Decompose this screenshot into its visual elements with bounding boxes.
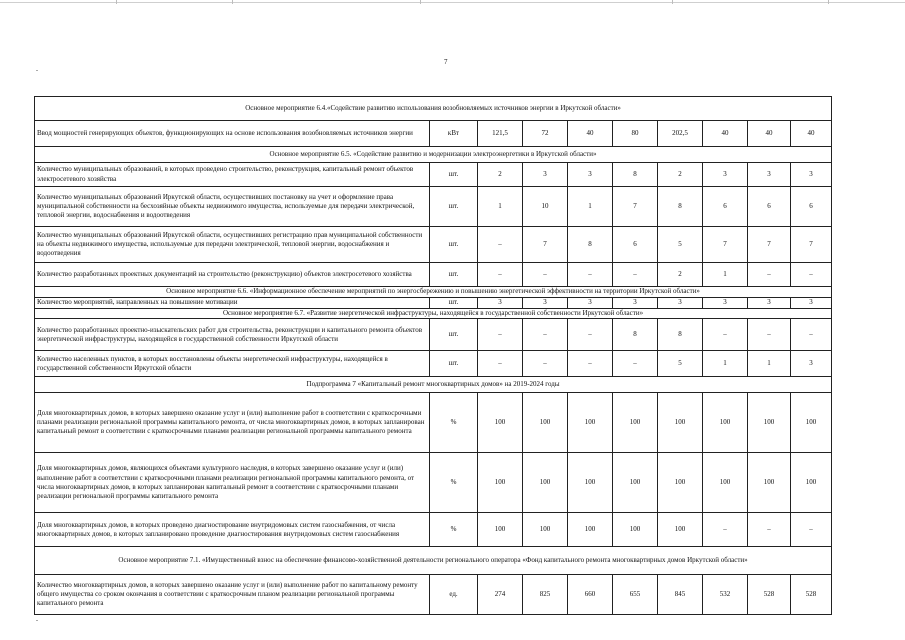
value-cell: 100 — [703, 453, 748, 513]
edge-tick — [420, 0, 421, 4]
value-cell: – — [791, 319, 832, 351]
value-cell: 2 — [478, 163, 523, 187]
value-cell: – — [523, 263, 568, 287]
value-cell: 100 — [568, 393, 613, 453]
indicator-name: Количество многоквартирных домов, в которых завершено оказание услуг и (или) выполнение работ по капитальному ремонту общего имущества со сроком окончания в соответствии с краткосрочным планом реализации региональной программы капитального ремонта — [35, 575, 430, 615]
table-row — [35, 187, 832, 227]
value-cell: 100 — [791, 453, 832, 513]
value-cell: 40 — [568, 121, 613, 147]
value-cell: 8 — [613, 163, 658, 187]
value-cell: 100 — [703, 393, 748, 453]
unit-cell: шт. — [430, 187, 478, 227]
indicator-name: Количество муниципальных образований, в которых проведено строительство, реконструкция, капитальный ремонт объектов электросетевого хозяйства — [35, 163, 430, 187]
section-header: Подпрограмма 7 «Капитальный ремонт многоквартирных домов» на 2019-2024 годы — [35, 377, 832, 393]
value-cell: 80 — [613, 121, 658, 147]
value-cell: 121,5 — [478, 121, 523, 147]
table-row — [35, 163, 832, 187]
table-row — [35, 319, 832, 351]
value-cell: – — [791, 263, 832, 287]
indicator-name: Доля многоквартирных домов, являющихся объектами культурного наследия, в которых завершено оказание услуг и (или) выполнение работ в соответствии с краткосрочными планами реализации региональной программы капитального ремонта, от числа многоквартирных домов, в которых запланирован капитальный ремонт в соответствии с краткосрочными планами реализации региональной программы капитального ремонта — [35, 453, 430, 513]
indicators-table — [34, 96, 832, 615]
value-cell: 3 — [568, 163, 613, 187]
value-cell: 6 — [748, 187, 791, 227]
value-cell: 1 — [748, 351, 791, 377]
value-cell: 528 — [791, 575, 832, 615]
value-cell: – — [748, 263, 791, 287]
value-cell: – — [478, 263, 523, 287]
table-row — [35, 298, 832, 309]
edge-tick — [232, 0, 233, 4]
value-cell: 3 — [791, 163, 832, 187]
value-cell: 3 — [523, 163, 568, 187]
value-cell: 7 — [523, 227, 568, 263]
section-header-row — [35, 377, 832, 393]
value-cell: – — [748, 513, 791, 547]
indicator-name: Доля многоквартирных домов, в которых завершено оказание услуг и (или) выполнение работ в соответствии с краткосрочными планами реализации региональной программы капитального ремонта, от числа многоквартирных домов, в которых запланирован капитальный ремонт в соответствии с краткосрочными планами реализации региональной программы капитального ремонта — [35, 393, 430, 453]
value-cell: 40 — [748, 121, 791, 147]
value-cell: – — [568, 351, 613, 377]
value-cell: – — [613, 263, 658, 287]
value-cell: 3 — [478, 298, 523, 309]
indicator-name: Количество населенных пунктов, в которых восстановлены объекты энергетической инфраструктуры, находящейся в государственной собственности Иркутской области — [35, 351, 430, 377]
value-cell: 100 — [523, 513, 568, 547]
value-cell: 202,5 — [658, 121, 703, 147]
edge-tick — [828, 0, 829, 4]
unit-cell: % — [430, 453, 478, 513]
value-cell: 1 — [703, 351, 748, 377]
value-cell: 10 — [523, 187, 568, 227]
section-header-row — [35, 97, 832, 121]
top-edge-line — [0, 2, 905, 3]
value-cell: – — [478, 227, 523, 263]
value-cell: 3 — [748, 163, 791, 187]
value-cell: 7 — [703, 227, 748, 263]
value-cell: 100 — [658, 393, 703, 453]
value-cell: 3 — [523, 298, 568, 309]
value-cell: – — [703, 513, 748, 547]
unit-cell: шт. — [430, 298, 478, 309]
value-cell: 7 — [791, 227, 832, 263]
unit-cell: % — [430, 513, 478, 547]
unit-cell: % — [430, 393, 478, 453]
value-cell: 3 — [791, 351, 832, 377]
value-cell: 3 — [791, 298, 832, 309]
value-cell: – — [791, 513, 832, 547]
value-cell: 40 — [703, 121, 748, 147]
value-cell: 100 — [523, 393, 568, 453]
value-cell: – — [568, 319, 613, 351]
value-cell: 100 — [613, 513, 658, 547]
value-cell: 3 — [658, 298, 703, 309]
value-cell: 3 — [748, 298, 791, 309]
value-cell: 825 — [523, 575, 568, 615]
table-row — [35, 351, 832, 377]
section-header: Основное мероприятие 6.4.«Содействие развитию использования возобновляемых источников энергии в Иркутской области» — [35, 97, 832, 121]
value-cell: 6 — [791, 187, 832, 227]
indicator-name: Количество разработанных проектных документаций на строительство (реконструкцию) объектов электросетевого хозяйства — [35, 263, 430, 287]
value-cell: 1 — [478, 187, 523, 227]
indicator-name: Ввод мощностей генерирующих объектов, функционирующих на основе использования возобновляемых источников энергии — [35, 121, 430, 147]
indicator-name: Доля многоквартирных домов, в которых проведено диагностирование внутридомовых систем газоснабжения, от числа многоквартирных домов, в которых запланировано проведение диагностирования внутридомовых систем газоснабжения — [35, 513, 430, 547]
value-cell: 100 — [523, 453, 568, 513]
page-number: 7 — [444, 58, 448, 66]
value-cell: 8 — [658, 187, 703, 227]
value-cell: 100 — [658, 453, 703, 513]
edge-tick — [672, 0, 673, 4]
indicator-name: Количество разработанных проектно-изыскательских работ для строительства, реконструкции и капитального ремонта объектов энергетической инфраструктуры, находящейся в государственной собственности Иркутской области — [35, 319, 430, 351]
value-cell: 100 — [748, 453, 791, 513]
section-header-row — [35, 547, 832, 575]
value-cell: 100 — [478, 393, 523, 453]
indicator-name: Количество муниципальных образований Иркутской области, осуществивших постановку на учет и оформление права муниципальной собственности на бесхозяйные объекты недвижимого имущества, используемые для передачи электрической, тепловой энергии, водоснабжения и водоотведения — [35, 187, 430, 227]
section-header: Основное мероприятие 6.7. «Развитие энергетической инфраструктуры, находящейся в государственной собственности Иркутской области» — [35, 309, 832, 319]
value-cell: – — [523, 319, 568, 351]
value-cell: 3 — [613, 298, 658, 309]
unit-cell: шт. — [430, 163, 478, 187]
value-cell: 40 — [791, 121, 832, 147]
value-cell: 3 — [568, 298, 613, 309]
value-cell: 3 — [703, 163, 748, 187]
value-cell: 100 — [568, 453, 613, 513]
value-cell: 528 — [748, 575, 791, 615]
table-row — [35, 453, 832, 513]
scan-mark — [36, 620, 38, 621]
indicator-name: Количество мероприятий, направленных на повышение мотивации — [35, 298, 430, 309]
table-row — [35, 121, 832, 147]
edge-tick — [116, 0, 117, 4]
value-cell: 6 — [613, 227, 658, 263]
value-cell: 72 — [523, 121, 568, 147]
section-header: Основное мероприятие 6.6. «Информационное обеспечение мероприятий по энергосбережению и повышению энергетической эффективности на территории Иркутской области» — [35, 287, 832, 298]
table-row — [35, 227, 832, 263]
value-cell: – — [613, 351, 658, 377]
section-header-row — [35, 309, 832, 319]
section-header: Основное мероприятие 6.5. «Содействие развитию и модернизации электроэнергетики в Иркутской области» — [35, 147, 832, 163]
value-cell: 8 — [568, 227, 613, 263]
value-cell: 1 — [703, 263, 748, 287]
value-cell: 660 — [568, 575, 613, 615]
value-cell: 2 — [658, 163, 703, 187]
value-cell: – — [748, 319, 791, 351]
unit-cell: шт. — [430, 263, 478, 287]
unit-cell: шт. — [430, 351, 478, 377]
value-cell: – — [523, 351, 568, 377]
table-row — [35, 393, 832, 453]
value-cell: 7 — [748, 227, 791, 263]
value-cell: 8 — [658, 319, 703, 351]
value-cell: 274 — [478, 575, 523, 615]
value-cell: 6 — [703, 187, 748, 227]
value-cell: 2 — [658, 263, 703, 287]
table-row — [35, 513, 832, 547]
indicator-name: Количество муниципальных образований Иркутской области, осуществивших регистрацию прав муниципальной собственности на объекты недвижимого имущества, используемые для передачи электрической, тепловой энергии, водоснабжения и водоотведения — [35, 227, 430, 263]
value-cell: 1 — [568, 187, 613, 227]
scan-mark — [36, 70, 38, 71]
value-cell: 100 — [613, 393, 658, 453]
section-header-row — [35, 287, 832, 298]
value-cell: 100 — [568, 513, 613, 547]
value-cell: 100 — [658, 513, 703, 547]
value-cell: 3 — [703, 298, 748, 309]
value-cell: 100 — [748, 393, 791, 453]
unit-cell: ед. — [430, 575, 478, 615]
value-cell: 100 — [478, 453, 523, 513]
value-cell: 5 — [658, 227, 703, 263]
value-cell: 100 — [478, 513, 523, 547]
section-header: Основное мероприятие 7.1. «Имущественный взнос на обеспечение финансово-хозяйственной деятельности регионального оператора «Фонд капитального ремонта многоквартирных домов Иркутской области» — [35, 547, 832, 575]
value-cell: 100 — [613, 453, 658, 513]
value-cell: 5 — [658, 351, 703, 377]
unit-cell: шт. — [430, 319, 478, 351]
table-row — [35, 263, 832, 287]
table-row — [35, 575, 832, 615]
unit-cell: шт. — [430, 227, 478, 263]
value-cell: 845 — [658, 575, 703, 615]
value-cell: 655 — [613, 575, 658, 615]
value-cell: – — [568, 263, 613, 287]
value-cell: 100 — [791, 393, 832, 453]
section-header-row — [35, 147, 832, 163]
value-cell: 8 — [613, 319, 658, 351]
value-cell: – — [478, 319, 523, 351]
value-cell: 532 — [703, 575, 748, 615]
value-cell: – — [478, 351, 523, 377]
value-cell: 7 — [613, 187, 658, 227]
value-cell: – — [703, 319, 748, 351]
unit-cell: кВт — [430, 121, 478, 147]
